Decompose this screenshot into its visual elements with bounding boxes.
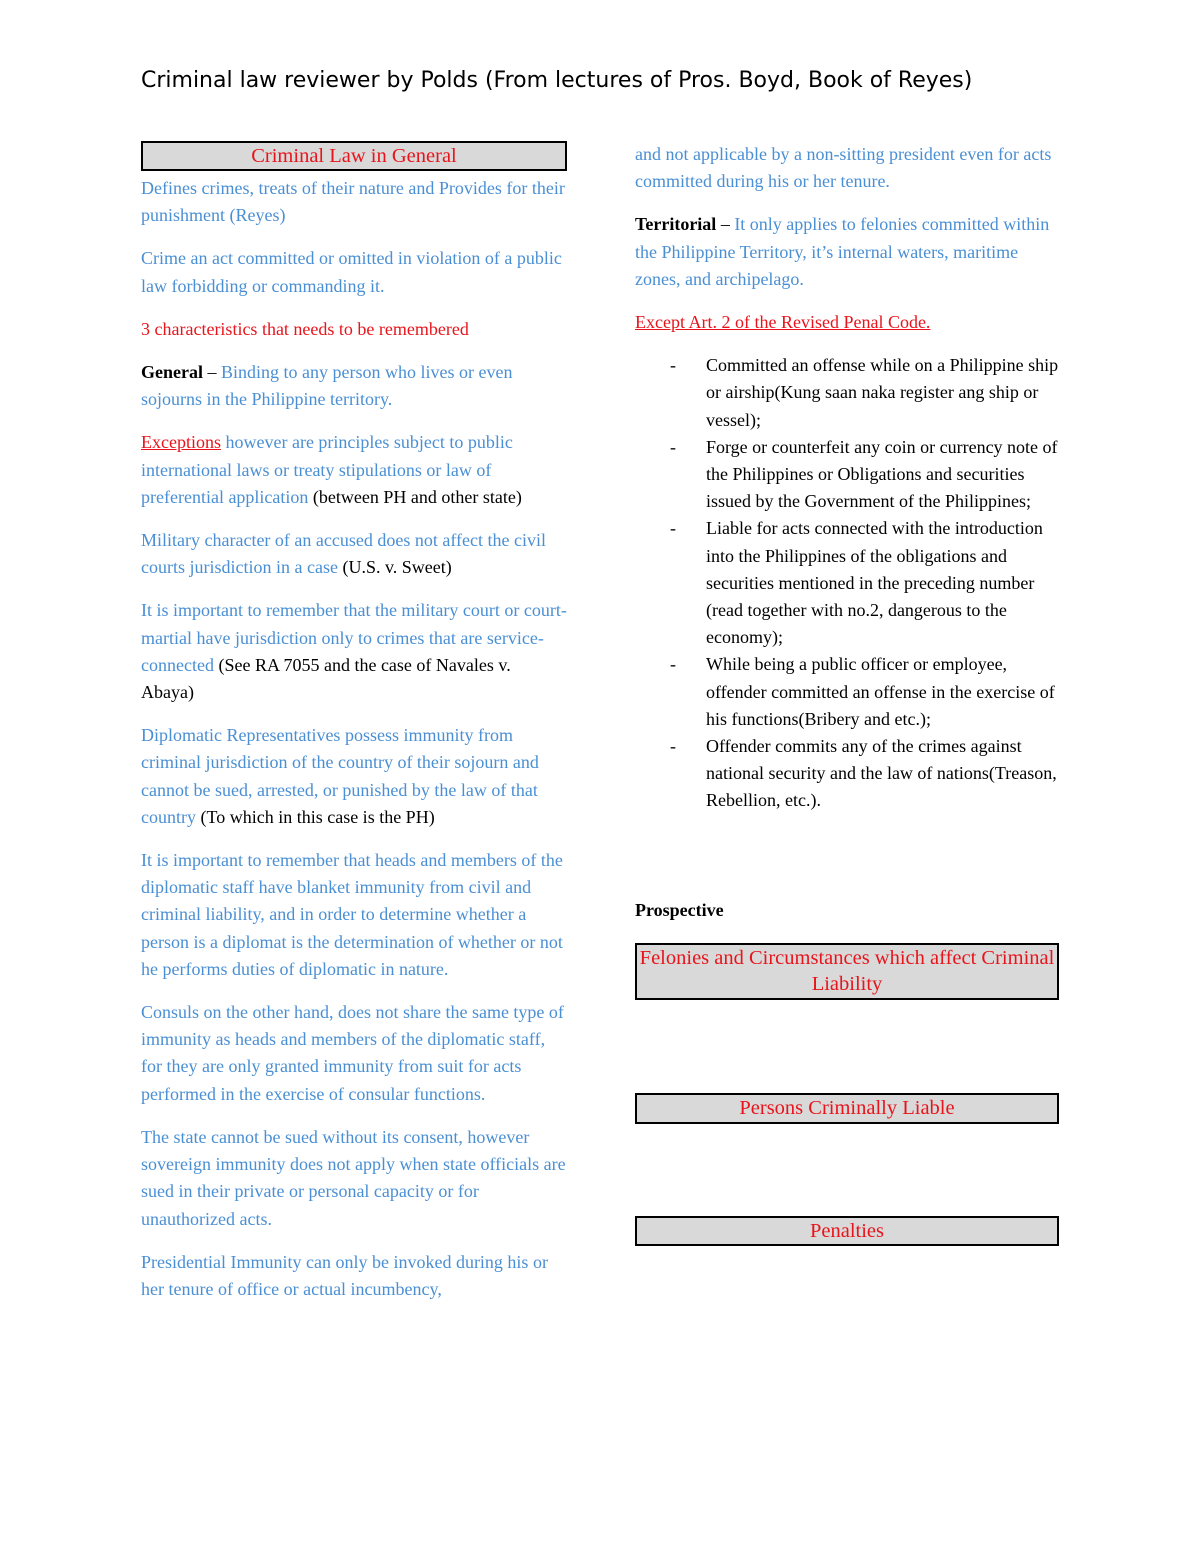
- document-title: Criminal law reviewer by Polds (From lectures of Pros. Boyd, Book of Reyes): [141, 68, 973, 93]
- list-item: - While being a public officer or employee, offender committed an offense in the exercise of his functions(Bribery and etc.);: [635, 651, 1061, 733]
- except-art-2-heading: Except Art. 2 of the Revised Penal Code.: [635, 312, 931, 333]
- diplomatic-staff-paragraph: It is important to remember that heads and members of the diplomatic staff have blanket immunity from civil and criminal liability, and in order to determine whether a person is a diplomat is the determination of whether or not he performs duties of diplomatic in nature.: [141, 850, 563, 979]
- list-item: - Offender commits any of the crimes against national security and the law of nations(Treason, Rebellion, etc.).: [635, 733, 1061, 815]
- general-label: General: [141, 362, 203, 383]
- left-column: [141, 141, 567, 1319]
- military-citation: (U.S. v. Sweet): [337, 557, 452, 578]
- characteristics-intro: 3 characteristics that needs to be remembered: [141, 318, 469, 339]
- military-paragraph: [141, 527, 567, 581]
- court-martial-citation: (See RA 7055 and the case of Navales v. Abaya): [141, 654, 511, 703]
- list-item: - Liable for acts connected with the introduction into the Philippines of the obligations and securities mentioned in the preceding number (read together with no.2, dangerous to the economy);: [635, 515, 1061, 651]
- prospective-heading: Prospective: [635, 900, 724, 920]
- presidential-immunity-continued: and not applicable by a non-sitting president even for acts committed during his or her tenure.: [635, 144, 1052, 192]
- diplomatic-note: (To which in this case is the PH): [195, 806, 435, 827]
- list-item: - Forge or counterfeit any coin or currency note of the Philippines or Obligations and securities issued by the Government of the Philippines;: [635, 434, 1061, 516]
- consuls-paragraph: Consuls on the other hand, does not share the same type of immunity as heads and members of the diplomatic staff, for they are only granted immunity from suit for acts performed in the exercise of consular functions.: [141, 1002, 564, 1104]
- exceptions-text: however are principles subject to public international laws or treaty stipulations or law of preferential application: [141, 432, 513, 507]
- state-immunity-paragraph: The state cannot be sued without its consent, however sovereign immunity does not apply when state officials are sued in their private or personal capacity or for unauthorized acts.: [141, 1126, 566, 1229]
- diplomatic-text: Diplomatic Representatives possess immunity from criminal jurisdiction of the country of their sojourn and cannot be sued, arrested, or punished by the law of that country: [141, 725, 539, 827]
- territorial-label: Territorial: [635, 214, 717, 235]
- list-item: - Committed an offense while on a Philippine ship or airship(Kung saan naka register ang ship or vessel);: [635, 352, 1061, 434]
- military-text: Military character of an accused does not affect the civil courts jurisdiction in a case: [141, 530, 546, 578]
- territorial-paragraph: [635, 211, 1061, 293]
- section-heading-penalties: Penalties: [635, 1216, 1059, 1246]
- exceptions-tail: (between PH and other state): [308, 486, 522, 507]
- court-martial-paragraph: [141, 597, 567, 706]
- right-column: [635, 141, 1061, 815]
- exceptions-paragraph: [141, 429, 567, 511]
- exceptions-label: Exceptions: [141, 432, 221, 453]
- general-text: Binding to any person who lives or even sojourns in the Philippine territory.: [141, 362, 513, 410]
- section-heading-persons-criminally-liable: Persons Criminally Liable: [635, 1093, 1059, 1124]
- court-martial-text: It is important to remember that the military court or court-martial have jurisdiction only to crimes that are service-connected: [141, 600, 567, 675]
- section-heading-criminal-law-in-general: Criminal Law in General: [141, 141, 567, 171]
- territorial-text: It only applies to felonies committed within the Philippine Territory, it’s internal waters, maritime zones, and archipelago.: [635, 214, 1050, 289]
- exceptions-list: [635, 352, 1061, 814]
- general-paragraph: [141, 359, 567, 413]
- definition-paragraph: Defines crimes, treats of their nature and Provides for their punishment (Reyes): [141, 178, 565, 226]
- presidential-immunity-paragraph: Presidential Immunity can only be invoked during his or her tenure of office or actual incumbency,: [141, 1251, 548, 1299]
- diplomatic-paragraph: [141, 722, 567, 831]
- general-separator: –: [202, 362, 221, 383]
- territorial-separator: –: [716, 214, 735, 235]
- crime-definition-paragraph: Crime an act committed or omitted in violation of a public law forbidding or commanding it.: [141, 248, 562, 296]
- section-heading-felonies: Felonies and Circumstances which affect Criminal Liability: [635, 943, 1059, 1000]
